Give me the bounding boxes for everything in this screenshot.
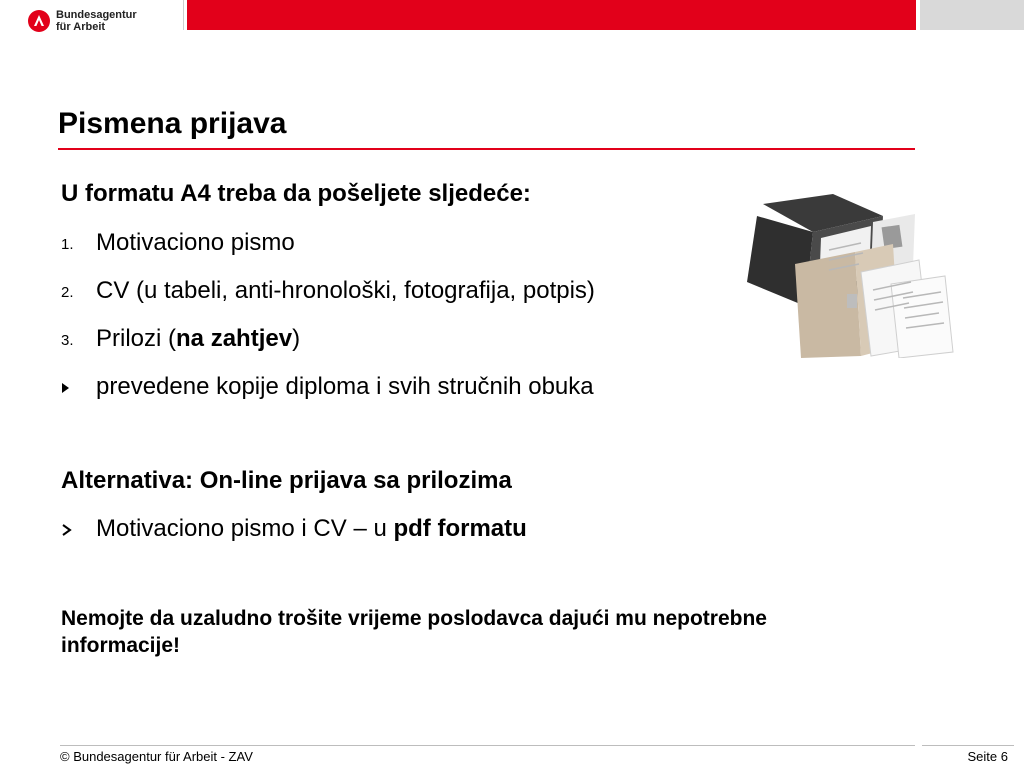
footer-divider-left xyxy=(60,745,915,746)
footer-copyright: © Bundesagentur für Arbeit - ZAV xyxy=(60,749,253,764)
title-underline xyxy=(58,148,915,150)
alternative-item-mid: u xyxy=(366,515,394,542)
list-number-2: 2. xyxy=(61,284,74,301)
list-item-3-after: ) xyxy=(292,325,301,352)
header-red-bar xyxy=(187,0,916,30)
logo-line-2: für Arbeit xyxy=(56,21,106,33)
page-title: Pismena prijava xyxy=(58,107,287,140)
logo-line-1: Bundesagentur xyxy=(56,9,137,21)
alternative-item-dash: – xyxy=(353,515,367,542)
alternative-item-bold: pdf formatu xyxy=(393,515,527,542)
intro-heading: U formatu A4 treba da pošeljete sljedeće: xyxy=(61,180,531,207)
list-item-3-bold: na zahtjev xyxy=(176,325,293,352)
list-number-1: 1. xyxy=(61,236,74,253)
list-item-3 xyxy=(96,325,300,353)
list-item-2: CV (u tabeli, anti-hronološki, fotografija, potpis) xyxy=(96,277,595,304)
alternative-heading: Alternativa: On-line prijava sa prilozima xyxy=(61,467,512,494)
list-item-1: Motivaciono pismo xyxy=(96,229,295,256)
logo xyxy=(28,6,137,36)
triangle-bullet-icon xyxy=(61,381,71,399)
list-number-3: 3. xyxy=(61,332,74,349)
header-divider xyxy=(183,0,184,30)
warning-line-1: Nemojte da uzaludno trošite vrijeme poslodavca dajući mu nepotrebne xyxy=(61,607,767,630)
header-gray-bar xyxy=(920,0,1024,30)
footer-page-number: Seite 6 xyxy=(967,749,1008,764)
agency-logo-icon xyxy=(28,10,50,32)
alternative-item xyxy=(96,515,527,543)
bullet-text: prevedene kopije diploma i svih stručnih obuka xyxy=(96,373,594,400)
logo-text xyxy=(56,9,137,33)
footer-divider-right xyxy=(922,745,1014,746)
warning-line-2: informacije! xyxy=(61,634,181,657)
chevron-bullet-icon xyxy=(60,523,74,542)
alternative-item-text: Motivaciono pismo i CV xyxy=(96,515,354,542)
document-folders-image xyxy=(743,186,955,358)
list-item-3-before: Prilozi ( xyxy=(96,325,177,352)
